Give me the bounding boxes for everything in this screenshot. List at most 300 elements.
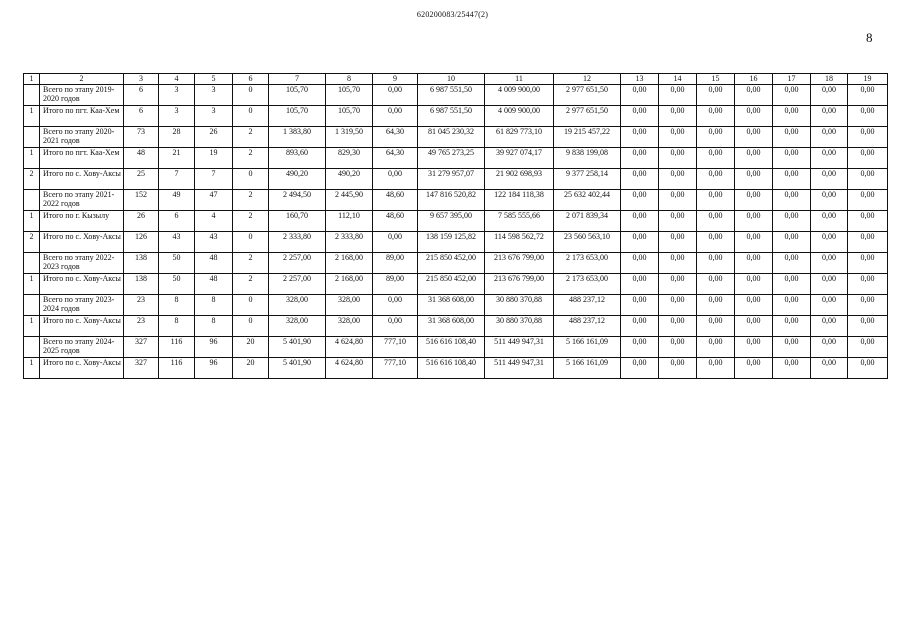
table-cell: 25 [124, 169, 159, 190]
table-cell: 26 [195, 127, 233, 148]
row-name: Итого по г. Кызылу [40, 211, 124, 232]
table-cell: 4 009 900,00 [485, 85, 554, 106]
row-name: Всего по этапу 2023-2024 годов [40, 295, 124, 316]
table-cell: 3 [159, 106, 195, 127]
table-cell: 0,00 [659, 358, 697, 379]
table-cell: 2 [233, 211, 269, 232]
table-cell: 215 850 452,00 [418, 274, 485, 295]
table-cell: 96 [195, 337, 233, 358]
table-cell: 2 257,00 [269, 253, 326, 274]
page-number: 8 [866, 30, 873, 45]
table-cell: 0,00 [659, 295, 697, 316]
table-cell: 64,30 [373, 127, 418, 148]
row-index: 2 [24, 169, 40, 190]
table-cell: 2 257,00 [269, 274, 326, 295]
column-header: 11 [485, 74, 554, 85]
table-cell: 105,70 [326, 106, 373, 127]
table-cell: 328,00 [326, 295, 373, 316]
table-cell: 8 [159, 316, 195, 337]
table-cell: 0,00 [848, 274, 888, 295]
table-cell: 4 009 900,00 [485, 106, 554, 127]
table-cell: 0,00 [621, 211, 659, 232]
table-cell: 0,00 [373, 169, 418, 190]
table-header-row [24, 74, 888, 85]
table-cell: 0,00 [811, 358, 848, 379]
table-cell: 4 624,80 [326, 337, 373, 358]
table-cell: 2 168,00 [326, 253, 373, 274]
table-cell: 30 880 370,88 [485, 316, 554, 337]
table-cell: 19 215 457,22 [554, 127, 621, 148]
table-cell: 114 598 562,72 [485, 232, 554, 253]
table-cell: 0,00 [773, 169, 811, 190]
table-cell: 0,00 [773, 316, 811, 337]
table-cell: 39 927 074,17 [485, 148, 554, 169]
column-header: 9 [373, 74, 418, 85]
row-name: Итого по с. Хову-Аксы [40, 358, 124, 379]
table-cell: 89,00 [373, 274, 418, 295]
row-index [24, 337, 40, 358]
table-cell: 0,00 [621, 106, 659, 127]
table-cell: 0,00 [659, 316, 697, 337]
table-cell: 2 [233, 190, 269, 211]
table-cell: 0,00 [697, 253, 735, 274]
table-cell: 0 [233, 169, 269, 190]
table-cell: 0,00 [811, 106, 848, 127]
table-cell: 105,70 [269, 85, 326, 106]
column-header: 19 [848, 74, 888, 85]
row-name: Итого по с. Хову-Аксы [40, 232, 124, 253]
table-cell: 0,00 [773, 211, 811, 232]
table-cell: 7 585 555,66 [485, 211, 554, 232]
table-cell: 0,00 [811, 85, 848, 106]
table-cell: 2 [233, 253, 269, 274]
table-cell: 0,00 [697, 169, 735, 190]
table-cell: 0,00 [773, 148, 811, 169]
table-cell: 0,00 [659, 337, 697, 358]
table-cell: 328,00 [269, 295, 326, 316]
table-cell: 0,00 [848, 358, 888, 379]
table-cell: 0,00 [848, 211, 888, 232]
table-cell: 6 [159, 211, 195, 232]
table-cell: 0,00 [848, 106, 888, 127]
table-cell: 9 838 199,08 [554, 148, 621, 169]
column-header: 1 [24, 74, 40, 85]
row-index [24, 85, 40, 106]
table-cell: 0,00 [659, 148, 697, 169]
table-cell: 0,00 [697, 127, 735, 148]
table-cell: 73 [124, 127, 159, 148]
table-cell: 19 [195, 148, 233, 169]
table-cell: 0,00 [373, 295, 418, 316]
column-header: 13 [621, 74, 659, 85]
table-cell: 0,00 [659, 232, 697, 253]
table-cell: 0,00 [773, 190, 811, 211]
table-cell: 2 494,50 [269, 190, 326, 211]
table-cell: 3 [195, 106, 233, 127]
column-header: 7 [269, 74, 326, 85]
table-cell: 0,00 [773, 295, 811, 316]
table-cell: 0,00 [811, 337, 848, 358]
table-cell: 215 850 452,00 [418, 253, 485, 274]
table-cell: 0 [233, 295, 269, 316]
table-cell: 0,00 [697, 295, 735, 316]
table-cell: 5 166 161,09 [554, 337, 621, 358]
table-cell: 0,00 [621, 316, 659, 337]
table-cell: 0,00 [659, 106, 697, 127]
table-cell: 7 [159, 169, 195, 190]
table-cell: 490,20 [269, 169, 326, 190]
table-cell: 893,60 [269, 148, 326, 169]
table-cell: 0,00 [373, 232, 418, 253]
table-cell: 0,00 [735, 148, 773, 169]
table-cell: 0,00 [811, 295, 848, 316]
row-index: 1 [24, 211, 40, 232]
table-cell: 0,00 [735, 316, 773, 337]
table-cell: 28 [159, 127, 195, 148]
table-cell: 0,00 [811, 232, 848, 253]
table-cell: 25 632 402,44 [554, 190, 621, 211]
table-cell: 0,00 [735, 127, 773, 148]
table-cell: 2 977 651,50 [554, 85, 621, 106]
table-cell: 0,00 [848, 337, 888, 358]
table-row [24, 274, 888, 295]
table-cell: 96 [195, 358, 233, 379]
table-cell: 2 977 651,50 [554, 106, 621, 127]
table-cell: 8 [195, 316, 233, 337]
row-index [24, 190, 40, 211]
row-index: 1 [24, 148, 40, 169]
table-cell: 327 [124, 358, 159, 379]
table-cell: 43 [195, 232, 233, 253]
row-index [24, 295, 40, 316]
table-cell: 0,00 [659, 190, 697, 211]
table-cell: 0,00 [811, 253, 848, 274]
table-cell: 0,00 [848, 127, 888, 148]
column-header: 10 [418, 74, 485, 85]
table-cell: 0,00 [621, 232, 659, 253]
table-cell: 0,00 [659, 127, 697, 148]
table-cell: 0,00 [735, 337, 773, 358]
table-cell: 2 [233, 274, 269, 295]
table-cell: 0,00 [621, 274, 659, 295]
table-cell: 0,00 [811, 190, 848, 211]
table-cell: 152 [124, 190, 159, 211]
table-cell: 0,00 [811, 148, 848, 169]
table-row [24, 169, 888, 190]
table-cell: 43 [159, 232, 195, 253]
table-cell: 31 368 608,00 [418, 295, 485, 316]
table-cell: 328,00 [269, 316, 326, 337]
table-cell: 213 676 799,00 [485, 274, 554, 295]
table-cell: 1 383,80 [269, 127, 326, 148]
data-table [23, 73, 888, 379]
table-cell: 488 237,12 [554, 316, 621, 337]
table-cell: 0,00 [735, 85, 773, 106]
table-row [24, 211, 888, 232]
table-cell: 0,00 [811, 211, 848, 232]
table-cell: 26 [124, 211, 159, 232]
table-cell: 9 377 258,14 [554, 169, 621, 190]
table-cell: 0,00 [621, 127, 659, 148]
column-header: 16 [735, 74, 773, 85]
column-header: 14 [659, 74, 697, 85]
table-cell: 0,00 [773, 127, 811, 148]
row-index [24, 253, 40, 274]
table-cell: 49 [159, 190, 195, 211]
table-row [24, 232, 888, 253]
row-index: 1 [24, 316, 40, 337]
column-header: 6 [233, 74, 269, 85]
table-cell: 829,30 [326, 148, 373, 169]
table-cell: 0,00 [697, 337, 735, 358]
table-cell: 81 045 230,32 [418, 127, 485, 148]
table-cell: 3 [195, 85, 233, 106]
table-cell: 0,00 [659, 211, 697, 232]
table-cell: 2 [233, 127, 269, 148]
table-cell: 112,10 [326, 211, 373, 232]
table-cell: 0,00 [697, 85, 735, 106]
table-cell: 0,00 [735, 295, 773, 316]
table-cell: 511 449 947,31 [485, 358, 554, 379]
table-cell: 9 657 395,00 [418, 211, 485, 232]
table-cell: 20 [233, 337, 269, 358]
table-cell: 7 [195, 169, 233, 190]
table-row [24, 295, 888, 316]
table-cell: 5 401,90 [269, 337, 326, 358]
row-name: Всего по этапу 2022-2023 годов [40, 253, 124, 274]
table-cell: 0,00 [735, 190, 773, 211]
row-name: Итого по пгт. Каа-Хем [40, 148, 124, 169]
column-header: 5 [195, 74, 233, 85]
table-cell: 0,00 [735, 232, 773, 253]
table-cell: 488 237,12 [554, 295, 621, 316]
table-cell: 0,00 [735, 274, 773, 295]
table-row [24, 358, 888, 379]
table-cell: 0,00 [697, 358, 735, 379]
table-cell: 0,00 [811, 274, 848, 295]
table-cell: 0,00 [848, 232, 888, 253]
table-cell: 5 166 161,09 [554, 358, 621, 379]
table-cell: 2 445,90 [326, 190, 373, 211]
table-cell: 0,00 [621, 190, 659, 211]
column-header: 4 [159, 74, 195, 85]
table-cell: 23 [124, 295, 159, 316]
table-cell: 0,00 [697, 316, 735, 337]
table-cell: 0,00 [621, 169, 659, 190]
table-cell: 138 [124, 274, 159, 295]
row-name: Всего по этапу 2024-2025 годов [40, 337, 124, 358]
table-cell: 48,60 [373, 211, 418, 232]
table-cell: 0,00 [773, 232, 811, 253]
table-cell: 48,60 [373, 190, 418, 211]
table-row [24, 148, 888, 169]
table-cell: 0,00 [697, 106, 735, 127]
table-cell: 0,00 [659, 169, 697, 190]
table-cell: 47 [195, 190, 233, 211]
table-cell: 0,00 [621, 85, 659, 106]
table-cell: 4 [195, 211, 233, 232]
table-cell: 105,70 [326, 85, 373, 106]
row-name: Итого по с. Хову-Аксы [40, 274, 124, 295]
table-cell: 2 173 653,00 [554, 274, 621, 295]
table-cell: 23 560 563,10 [554, 232, 621, 253]
table-cell: 0,00 [697, 148, 735, 169]
table-cell: 0 [233, 316, 269, 337]
table-cell: 2 071 839,34 [554, 211, 621, 232]
table-cell: 0,00 [848, 190, 888, 211]
table-cell: 2 [233, 148, 269, 169]
table-row [24, 337, 888, 358]
row-index: 1 [24, 358, 40, 379]
row-name: Всего по этапу 2019-2020 годов [40, 85, 124, 106]
table-cell: 61 829 773,10 [485, 127, 554, 148]
table-cell: 511 449 947,31 [485, 337, 554, 358]
column-header: 18 [811, 74, 848, 85]
table-cell: 1 319,50 [326, 127, 373, 148]
table-cell: 777,10 [373, 358, 418, 379]
table-row [24, 253, 888, 274]
table-cell: 89,00 [373, 253, 418, 274]
row-name: Итого по с. Хову-Аксы [40, 169, 124, 190]
row-index: 1 [24, 274, 40, 295]
table-cell: 0,00 [773, 106, 811, 127]
table-cell: 0,00 [735, 253, 773, 274]
table-cell: 8 [159, 295, 195, 316]
row-name: Всего по этапу 2020-2021 годов [40, 127, 124, 148]
table-cell: 2 168,00 [326, 274, 373, 295]
table-cell: 0,00 [773, 358, 811, 379]
table-cell: 0,00 [848, 169, 888, 190]
table-cell: 2 333,80 [326, 232, 373, 253]
table-cell: 2 333,80 [269, 232, 326, 253]
column-header: 12 [554, 74, 621, 85]
table-cell: 0,00 [773, 253, 811, 274]
table-cell: 0,00 [697, 211, 735, 232]
table-cell: 6 987 551,50 [418, 85, 485, 106]
table-cell: 138 [124, 253, 159, 274]
table-cell: 213 676 799,00 [485, 253, 554, 274]
table-cell: 0 [233, 232, 269, 253]
row-name: Всего по этапу 2021-2022 годов [40, 190, 124, 211]
table-cell: 516 616 108,40 [418, 358, 485, 379]
table-cell: 0,00 [848, 295, 888, 316]
row-name: Итого по с. Хову-Аксы [40, 316, 124, 337]
table-cell: 3 [159, 85, 195, 106]
table-cell: 0,00 [373, 316, 418, 337]
table-row [24, 106, 888, 127]
table-cell: 160,70 [269, 211, 326, 232]
table-cell: 0,00 [621, 337, 659, 358]
row-name: Итого по пгт. Каа-Хем [40, 106, 124, 127]
table-cell: 48 [124, 148, 159, 169]
table-cell: 0,00 [697, 274, 735, 295]
table-cell: 6 [124, 106, 159, 127]
table-cell: 49 765 273,25 [418, 148, 485, 169]
table-cell: 0,00 [811, 127, 848, 148]
table-row [24, 85, 888, 106]
document-id: 620200083/25447(2) [416, 10, 489, 19]
column-header: 2 [40, 74, 124, 85]
table-cell: 0 [233, 106, 269, 127]
column-header: 15 [697, 74, 735, 85]
table-cell: 31 368 608,00 [418, 316, 485, 337]
row-index [24, 127, 40, 148]
table-cell: 0,00 [697, 232, 735, 253]
table-cell: 0,00 [773, 85, 811, 106]
table-cell: 0,00 [848, 148, 888, 169]
table-cell: 126 [124, 232, 159, 253]
table-cell: 64,30 [373, 148, 418, 169]
table-cell: 0,00 [373, 106, 418, 127]
table-cell: 0,00 [659, 253, 697, 274]
table-cell: 50 [159, 253, 195, 274]
table-body [24, 85, 888, 379]
table-cell: 20 [233, 358, 269, 379]
table-cell: 0,00 [848, 85, 888, 106]
table-cell: 23 [124, 316, 159, 337]
table-row [24, 190, 888, 211]
table-row [24, 316, 888, 337]
table-cell: 138 159 125,82 [418, 232, 485, 253]
table-cell: 2 173 653,00 [554, 253, 621, 274]
table-cell: 0,00 [659, 85, 697, 106]
table-cell: 490,20 [326, 169, 373, 190]
table-cell: 50 [159, 274, 195, 295]
table-cell: 0,00 [735, 169, 773, 190]
table-cell: 31 279 957,07 [418, 169, 485, 190]
table-cell: 116 [159, 358, 195, 379]
table-cell: 0,00 [621, 253, 659, 274]
table-cell: 105,70 [269, 106, 326, 127]
table-cell: 327 [124, 337, 159, 358]
table-cell: 0,00 [621, 295, 659, 316]
table-cell: 6 [124, 85, 159, 106]
table-cell: 48 [195, 274, 233, 295]
table-cell: 328,00 [326, 316, 373, 337]
table-cell: 0 [233, 85, 269, 106]
table-cell: 21 902 698,93 [485, 169, 554, 190]
table-cell: 0,00 [735, 211, 773, 232]
table-cell: 21 [159, 148, 195, 169]
table-cell: 0,00 [811, 316, 848, 337]
table-cell: 0,00 [621, 148, 659, 169]
table-cell: 0,00 [773, 337, 811, 358]
table-cell: 48 [195, 253, 233, 274]
table-cell: 516 616 108,40 [418, 337, 485, 358]
table-cell: 5 401,90 [269, 358, 326, 379]
table-cell: 0,00 [811, 169, 848, 190]
table-cell: 6 987 551,50 [418, 106, 485, 127]
row-index: 2 [24, 232, 40, 253]
table-cell: 0,00 [848, 316, 888, 337]
column-header: 8 [326, 74, 373, 85]
row-index: 1 [24, 106, 40, 127]
table-cell: 147 816 520,82 [418, 190, 485, 211]
table-cell: 0,00 [621, 358, 659, 379]
table-cell: 116 [159, 337, 195, 358]
table-cell: 8 [195, 295, 233, 316]
table-cell: 0,00 [697, 190, 735, 211]
table-cell: 0,00 [659, 274, 697, 295]
table-row [24, 127, 888, 148]
table-cell: 777,10 [373, 337, 418, 358]
table-cell: 0,00 [735, 358, 773, 379]
table-cell: 4 624,80 [326, 358, 373, 379]
column-header: 3 [124, 74, 159, 85]
table-cell: 0,00 [773, 274, 811, 295]
table-cell: 0,00 [735, 106, 773, 127]
table-cell: 122 184 118,38 [485, 190, 554, 211]
